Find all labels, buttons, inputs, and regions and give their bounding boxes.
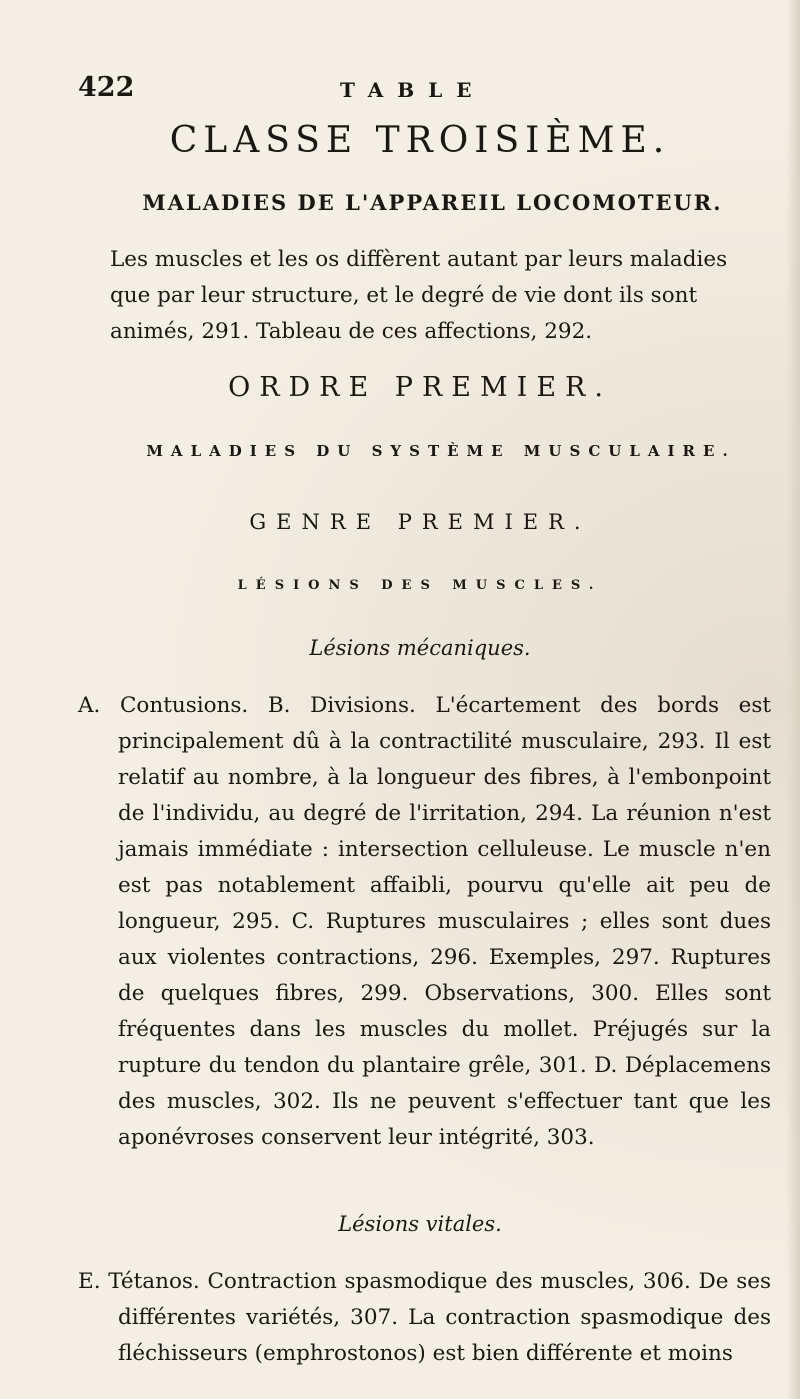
- genre-subtitle: LÉSIONS DES MUSCLES.: [237, 578, 603, 593]
- section-heading-vitales: Lésions vitales.: [338, 1212, 502, 1236]
- section-paragraph-mecaniques: A. Contusions. B. Divisions. L'écartement des bords est principalement dû à la contractilité musculaire, 293. Il est relatif au nombre, à la longueur des fibres, à l'embonpoint de l'individu, au degré de l'irritation, 294. La réunion n'est jamais immédiate : intersection celluleuse. Le muscle n'en est pas notablement affaibli, pourvu qu'elle ait peu de longueur, 295. C. Ruptures musculaires ; elles sont dues aux violentes contractions, 296. Exemples, 297. Ruptures de quelques fibres, 299. Observations, 300. Elles sont fréquentes dans les muscles du mollet. Préjugés sur la rupture du tendon du plantaire grêle, 301. D. Déplacemens des muscles, 302. Ils ne peuvent s'effectuer tant que les aponévroses conservent leur intégrité, 303.: [78, 693, 771, 1150]
- running-head: [78, 72, 718, 108]
- classe-title: CLASSE TROISIÈME.: [169, 120, 671, 161]
- ordre-title: ORDRE PREMIER.: [228, 372, 612, 403]
- running-title: TABLE: [340, 78, 486, 102]
- classe-subtitle: MALADIES DE L'APPAREIL LOCOMOTEUR.: [142, 190, 723, 215]
- section-paragraph-vitales: E. Tétanos. Contraction spasmodique des muscles, 306. De ses différentes variétés, 307. La contraction spasmodique des fléchisseurs (emphrostonos) est bien différente et moins: [78, 1269, 771, 1366]
- page-number: 422: [78, 72, 135, 103]
- genre-title: GENRE PREMIER.: [249, 510, 591, 534]
- intro-paragraph: Les muscles et les os diffèrent autant par leurs maladies que par leur structure, et le degré de vie dont ils sont animés, 291. Tableau de ces affections, 292.: [110, 247, 728, 344]
- ordre-subtitle: MALADIES DU SYSTÈME MUSCULAIRE.: [146, 442, 736, 460]
- page-edge-shadow: [786, 0, 800, 1399]
- section-heading-mecaniques: Lésions mécaniques.: [309, 636, 531, 660]
